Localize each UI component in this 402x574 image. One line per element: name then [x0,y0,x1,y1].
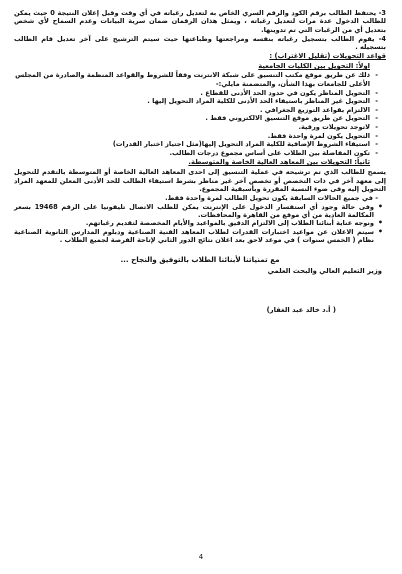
rule-item: - الالتزام بقواعد التوزيع الجغرافي . [14,106,370,115]
one-time-transfer-note: - في جميع الحالات السابقة يكون تحويل الطالب لمرة واحدة فقط. [165,194,378,203]
minister-title: وزير التعليم العالي والبحث العلمي [267,266,382,275]
rule-item: - التحويل يكون لمرة واحدة فقط. [14,132,370,141]
institutes-paragraph: يسمح للطالب الذي تم ترشيحه في عملية التنسيق إلى احدى المعاهد العالية الخاصة أو المتوسطة بالتقدم للتحويل إلى معهد آخر في ذات التخصص أو تخصص آخر غير مناظر بشرط استيفاء الطالب للحد الأدنى المعلن للمعهد المراد التحويل إليه وفى ضوء النسبة المقررة وبأسبقية المجموع. [14,168,386,194]
numbered-paragraph-3: 3- يحتفظ الطالب برقم الكود والرقم السري الخاص به لتعديل رغباته في أي وقت وقبل إعلان النتيجة 0 حيث يمكن للطالب الدخول عدة مرات لتعديل رغباته ، ويمثل هذان الرقمان ضمان سرية البيانات وعدم السماح لأي شخص بتعديل أي من الرغبات التي تم تدوينها. [14,9,387,34]
rules-list [14,71,386,157]
sub-heading-institutes: ثانياً: التحويلات بين المعاهد العالية الخاصة والمتوسطة. [188,158,370,167]
rules-intro: - ذلك عن طريق موقع مكتب التنسيق على شبكة الانترنت وفقاً للشروط والقواعد المنظمة والصادرة من المجلس الأعلى للجامعات بهذا الشأن، والمتضمنة مايلي:- [14,71,370,88]
rule-item: - التحويل غير المناظر باستيفاء الحد الأدنى للكلية المراد التحويل إليها . [14,97,370,106]
rule-item: - التحويل المناظر يكون في حدود الحد الأدنى للقطاع . [14,89,370,98]
page-number: 4 [198,553,204,561]
sub-heading-colleges: اولاً: التحويل بين الكليات الجامعية [258,62,370,71]
signature: ( أ.د خالد عبد الغفار) [266,305,336,314]
rule-item: - استيفاء الشروط الإضافية للكلية المراد التحويل إليها(مثل اجتياز اختبار القدرات) [14,140,370,149]
closing-wish: مع تمنياتنا لأبنائنا الطلاب بالتوفيق والنجاح ... [120,254,280,264]
numbered-paragraph-4: 4- يقوم الطالب بتسجيل رغباته بنفسه ومراجعتها وطباعتها حيث سيتم الترشيح على آخر تعديل قام الطالب بتسجيله . [14,34,386,52]
rule-item: - التحويل عن طريق موقع التنسيق الالكتروني فقط . [14,114,370,123]
rule-item: - تكون المفاضلة بين الطلاب على أساس مجموع درجات الطالب. [14,149,370,158]
note-item: • ونوجه عناية أبنائنا الطلاب إلى الالتزام الدقيق بالمواعيد والأيام المخصصة لتقديم رغباتهم. [14,219,374,227]
note-item: • وفى حالة وجود أي استفسار الدخول على الإنترنت يمكن للطلب الاتصال تليفونيا على الرقم 19468 بسعر المكالمة العادية من أي موقع من القاهرة والمحافظات. [14,203,374,220]
notes-list [14,203,386,245]
section-title: قواعد التحويلات (تقليل الاغتراب) : [269,52,386,61]
rule-item: - لاتوجد تحويلات ورقية. [14,123,370,132]
note-item: • سيتم الاعلان عن مواعيد اختبارات القدرات لطلاب المعاهد الفنية الصناعية ودبلوم المدارس الثانوية الصناعية نظام ( الخمس سنوات ) في موعد لاحق بعد اعلان نتائج الدور الثاني لإتاحة الفرصة لجميع الطلاب . [14,228,374,245]
